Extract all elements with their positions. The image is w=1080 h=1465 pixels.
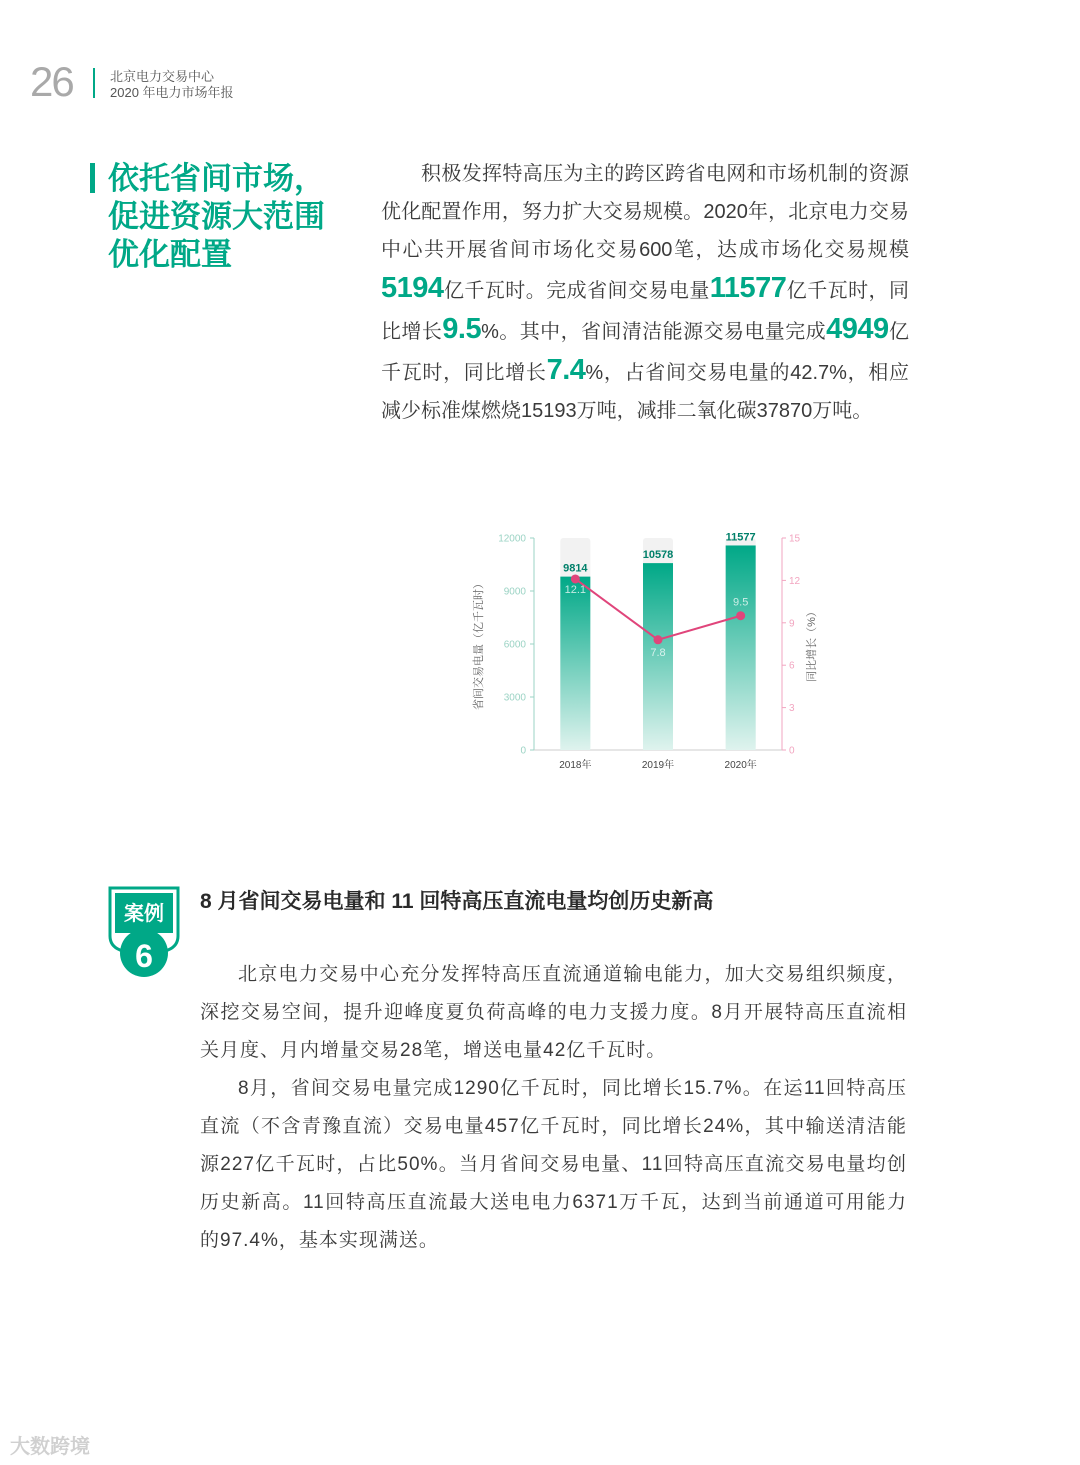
intro-text: 亿千瓦时。完成省间交易电量 — [443, 280, 710, 302]
growth-value-label: 7.8 — [650, 646, 666, 659]
left-tick-label: 0 — [520, 745, 526, 757]
right-tick-label: 0 — [789, 745, 795, 757]
x-tick-label: 2018年 — [559, 760, 592, 771]
trade-volume-chart — [460, 525, 840, 785]
highlight-value: 7.4 — [546, 354, 586, 386]
section-title — [108, 160, 325, 274]
highlight-value: 9.5 — [442, 313, 482, 345]
left-tick-label: 6000 — [503, 639, 526, 651]
case-badge-label: 案例 — [124, 903, 164, 925]
right-tick-label: 9 — [789, 618, 795, 630]
y-axis-title: 省间交易电量（亿千瓦时） — [473, 578, 485, 710]
right-tick-label: 6 — [789, 660, 795, 672]
growth-point — [571, 574, 580, 583]
bar-value-label: 10578 — [642, 549, 674, 562]
intro-text: %。其中，省间清洁能源交易电量完成 — [481, 321, 827, 343]
left-tick-label: 9000 — [503, 586, 526, 598]
case-title: 8 月省间交易电量和 11 回特高压直流电量均创历史新高 — [200, 890, 714, 913]
left-tick-label: 3000 — [503, 692, 526, 704]
bar-value-label: 9814 — [563, 562, 588, 575]
growth-value-label: 9.5 — [733, 596, 749, 609]
section-title-line: 促进资源大范围 — [108, 199, 325, 234]
intro-text: 亿千瓦时，同比增长 — [381, 321, 909, 384]
intro-text: 积极发挥特高压为主的跨区跨省电网和市场机制的资源优化配置作用，努力扩大交易规模。2020年，北京电力交易中心共开展省间市场化交易600笔，达成市场化交易规模 — [381, 163, 909, 261]
y2-axis-title: 同比增长（%） — [806, 606, 818, 682]
left-tick-label: 12000 — [498, 533, 526, 545]
bar — [560, 577, 590, 750]
highlight-value: 5194 — [381, 272, 444, 304]
intro-text: 亿千瓦时，同比增长 — [381, 280, 910, 343]
intro-paragraph — [381, 155, 909, 430]
intro-text: %，占省间交易电量的42.7%，相应减少标准煤燃烧15193万吨，减排二氧化碳37870万吨。 — [381, 362, 909, 422]
highlight-value: 4949 — [826, 313, 889, 345]
header-report: 2020 年电力市场年报 — [110, 85, 234, 100]
section-accent-bar — [90, 163, 95, 193]
case-body — [200, 956, 907, 1260]
x-tick-label: 2019年 — [641, 760, 675, 771]
growth-value-label: 12.1 — [564, 583, 587, 596]
right-tick-label: 12 — [789, 575, 801, 587]
case-paragraph: 北京电力交易中心充分发挥特高压直流通道输电能力，加大交易组织频度，深挖交易空间，提升迎峰度夏负荷高峰的电力支援力度。8月开展特高压直流相关月度、月内增量交易28笔，增送电量42亿千瓦时。 — [200, 964, 907, 1061]
growth-point — [654, 635, 663, 644]
section-title-line: 优化配置 — [108, 237, 232, 272]
highlight-value: 11577 — [709, 272, 787, 304]
bar-value-label: 11577 — [725, 531, 756, 544]
x-tick-label: 2020年 — [724, 760, 757, 771]
header-org: 北京电力交易中心 — [110, 69, 215, 84]
case-badge-number: 6 — [135, 938, 153, 974]
section-title-line: 依托省间市场， — [108, 161, 325, 196]
right-tick-label: 15 — [789, 533, 801, 545]
case-badge-icon — [108, 886, 180, 982]
case-paragraph: 8月，省间交易电量完成1290亿千瓦时，同比增长15.7%。在运11回特高压直流（不含青豫直流）交易电量457亿千瓦时，同比增长24%，其中输送清洁能源227亿千瓦时，占比50%。当月省间交易电量、11回特高压直流交易电量均创历史新高。11回特高压直流最大送电电力6371万千瓦，达到当前通道可用能力的97.4%，基本实现满送。 — [200, 1078, 907, 1251]
header-divider — [93, 68, 95, 98]
right-tick-label: 3 — [789, 703, 795, 715]
page-number: 26 — [30, 58, 73, 105]
growth-point — [736, 611, 745, 620]
watermark: 大数跨境 — [10, 1436, 90, 1458]
bar — [726, 545, 756, 750]
